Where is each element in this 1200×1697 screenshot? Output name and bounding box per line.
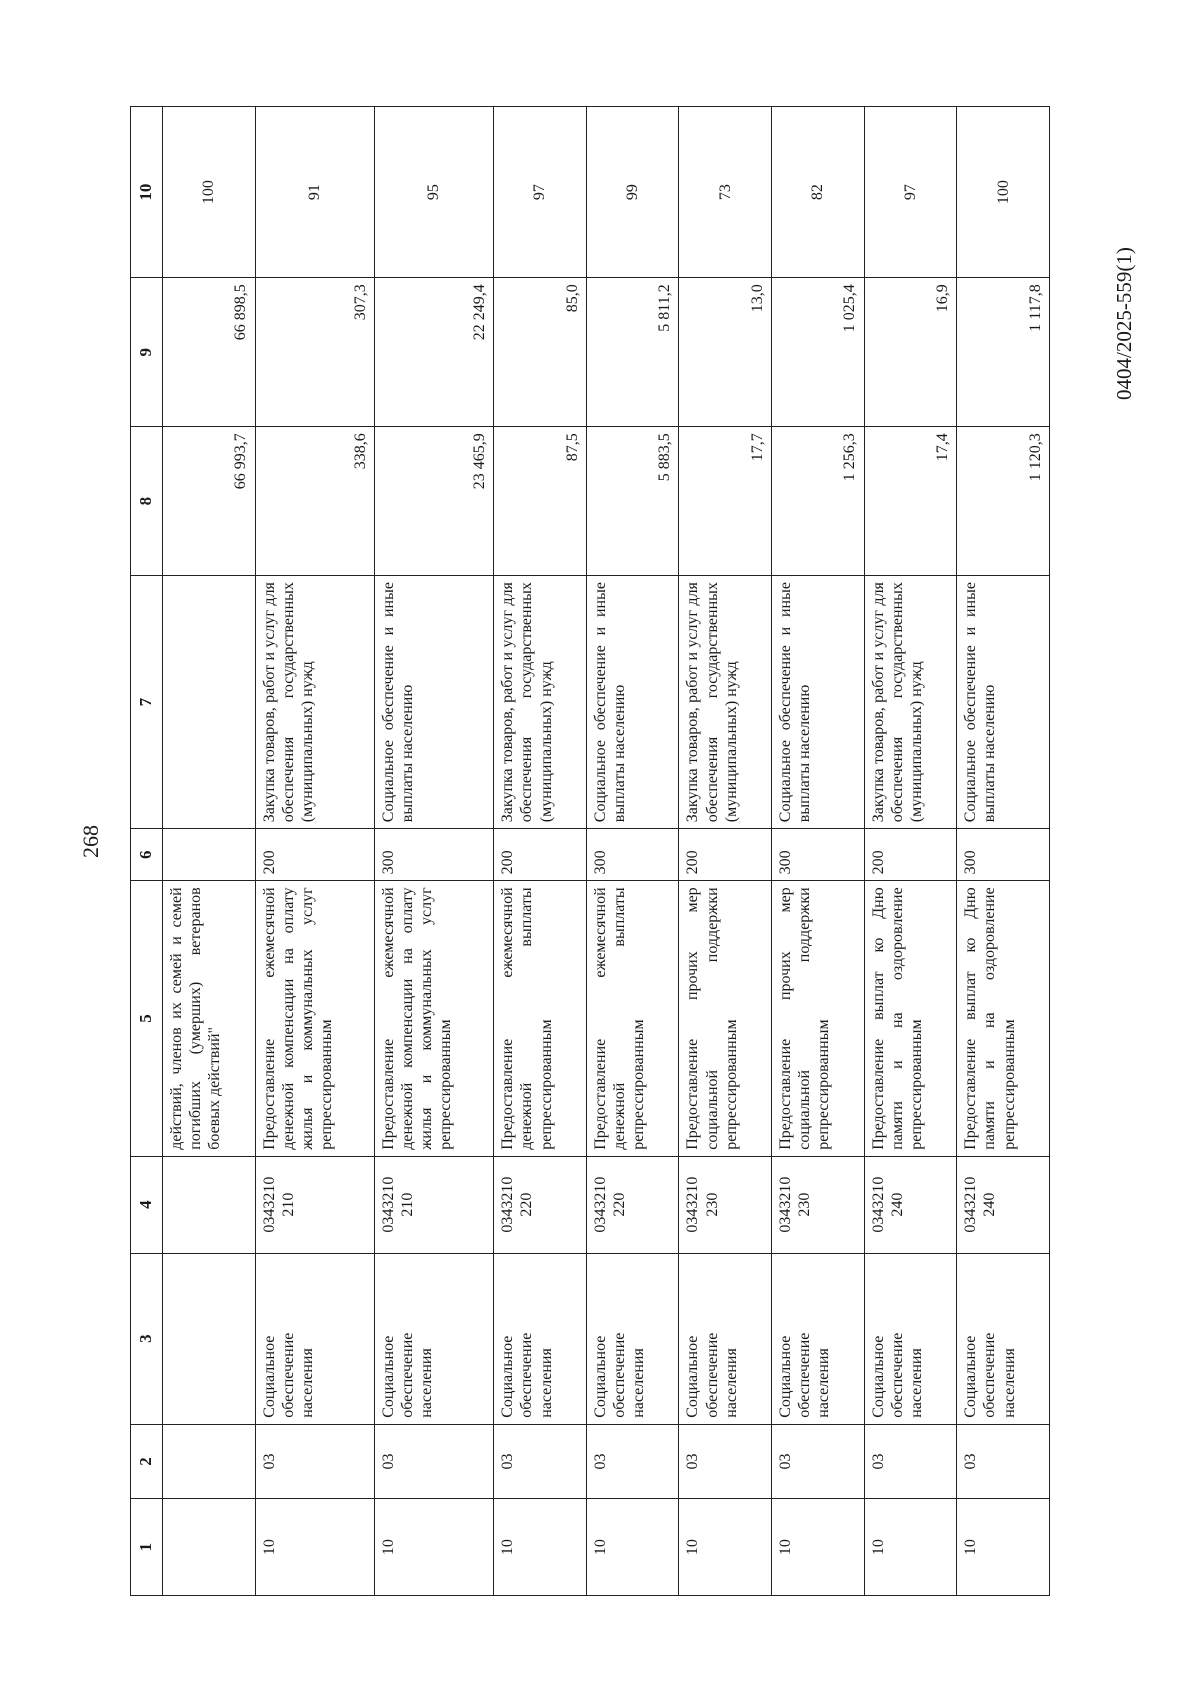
- cell-expense-name: Закупка товаров, работ и услуг для обеспечения государственных (муниципальных) нужд: [255, 576, 374, 829]
- table-row: [163, 107, 256, 1596]
- document-code: 0404/2025-559(1): [1112, 247, 1136, 400]
- cell-percent: 73: [679, 107, 772, 278]
- table-row: [957, 107, 1050, 1596]
- cell-plan-amount: 23 465,9: [374, 427, 493, 576]
- cell-percent: 82: [772, 107, 865, 278]
- budget-table: [130, 106, 1050, 1596]
- cell-subsection: 03: [586, 1424, 679, 1498]
- cell-expense-type: 200: [255, 829, 374, 881]
- header-row: [131, 107, 163, 1596]
- cell-section: 10: [374, 1499, 493, 1596]
- cell-expense-name: Социальное обеспечение и иные выплаты населению: [772, 576, 865, 829]
- cell-target-code: 0343210 230: [772, 1156, 865, 1253]
- cell-expense-type: 200: [679, 829, 772, 881]
- cell-section: 10: [772, 1499, 865, 1596]
- cell-actual-amount: 5 811,2: [586, 278, 679, 427]
- cell-actual-amount: 66 898,5: [163, 278, 256, 427]
- cell-section: 10: [255, 1499, 374, 1596]
- cell-target-code: 0343210 240: [957, 1156, 1050, 1253]
- cell-description: Предоставление ежемесячной денежной компенсации на оплату жилья и коммунальных услуг репрессированным: [374, 881, 493, 1156]
- cell-description: Предоставление выплат ко Дню памяти и на оздоровление репрессированным: [864, 881, 957, 1156]
- column-header: 9: [131, 278, 163, 427]
- cell-subsection: 03: [494, 1424, 587, 1498]
- cell-section: [163, 1499, 256, 1596]
- table-row: [494, 107, 587, 1596]
- cell-subsection: [163, 1424, 256, 1498]
- cell-actual-amount: 307,3: [255, 278, 374, 427]
- page-number: 268: [78, 825, 103, 858]
- cell-expense-type: 200: [494, 829, 587, 881]
- cell-plan-amount: 5 883,5: [586, 427, 679, 576]
- cell-subsection: 03: [374, 1424, 493, 1498]
- cell-plan-amount: 17,7: [679, 427, 772, 576]
- cell-section-name: Социальное обеспечение населения: [255, 1253, 374, 1424]
- cell-section-name: Социальное обеспечение населения: [957, 1253, 1050, 1424]
- cell-percent: 97: [494, 107, 587, 278]
- cell-subsection: 03: [679, 1424, 772, 1498]
- cell-target-code: 0343210 210: [255, 1156, 374, 1253]
- cell-description: Предоставление прочих мер социальной поддержки репрессированным: [772, 881, 865, 1156]
- column-header: 4: [131, 1156, 163, 1253]
- table-row: [374, 107, 493, 1596]
- cell-plan-amount: 338,6: [255, 427, 374, 576]
- cell-description: Предоставление ежемесячной денежной выплаты репрессированным: [494, 881, 587, 1156]
- column-header: 3: [131, 1253, 163, 1424]
- cell-expense-type: 300: [772, 829, 865, 881]
- cell-percent: 99: [586, 107, 679, 278]
- cell-target-code: 0343210 230: [679, 1156, 772, 1253]
- table-row: [255, 107, 374, 1596]
- cell-subsection: 03: [772, 1424, 865, 1498]
- cell-section-name: Социальное обеспечение населения: [494, 1253, 587, 1424]
- cell-target-code: 0343210 220: [586, 1156, 679, 1253]
- cell-target-code: 0343210 220: [494, 1156, 587, 1253]
- cell-actual-amount: 13,0: [679, 278, 772, 427]
- cell-target-code: 0343210 210: [374, 1156, 493, 1253]
- cell-percent: 91: [255, 107, 374, 278]
- column-header: 7: [131, 576, 163, 829]
- table-row: [679, 107, 772, 1596]
- cell-actual-amount: 1 117,8: [957, 278, 1050, 427]
- cell-subsection: 03: [255, 1424, 374, 1498]
- cell-section: 10: [679, 1499, 772, 1596]
- cell-actual-amount: 22 249,4: [374, 278, 493, 427]
- cell-description: Предоставление ежемесячной денежной выплаты репрессированным: [586, 881, 679, 1156]
- cell-actual-amount: 16,9: [864, 278, 957, 427]
- cell-percent: 100: [957, 107, 1050, 278]
- cell-expense-type: 300: [586, 829, 679, 881]
- column-header: 10: [131, 107, 163, 278]
- cell-actual-amount: 1 025,4: [772, 278, 865, 427]
- budget-table-container: [130, 106, 1050, 1596]
- cell-section-name: Социальное обеспечение населения: [772, 1253, 865, 1424]
- cell-section-name: Социальное обеспечение населения: [679, 1253, 772, 1424]
- cell-section: 10: [864, 1499, 957, 1596]
- column-header: 6: [131, 829, 163, 881]
- cell-target-code: 0343210 240: [864, 1156, 957, 1253]
- cell-plan-amount: 17,4: [864, 427, 957, 576]
- cell-expense-name: Социальное обеспечение и иные выплаты населению: [374, 576, 493, 829]
- cell-section: 10: [957, 1499, 1050, 1596]
- column-header: 1: [131, 1499, 163, 1596]
- cell-percent: 100: [163, 107, 256, 278]
- cell-section-name: Социальное обеспечение населения: [586, 1253, 679, 1424]
- cell-subsection: 03: [957, 1424, 1050, 1498]
- cell-actual-amount: 85,0: [494, 278, 587, 427]
- cell-expense-type: 200: [864, 829, 957, 881]
- cell-expense-type: 300: [957, 829, 1050, 881]
- cell-percent: 95: [374, 107, 493, 278]
- column-header: 8: [131, 427, 163, 576]
- cell-expense-name: Закупка товаров, работ и услуг для обеспечения государственных (муниципальных) нужд: [679, 576, 772, 829]
- cell-plan-amount: 1 120,3: [957, 427, 1050, 576]
- cell-description: Предоставление прочих мер социальной поддержки репрессированным: [679, 881, 772, 1156]
- column-header: 2: [131, 1424, 163, 1498]
- table-row: [586, 107, 679, 1596]
- cell-description: Предоставление выплат ко Дню памяти и на оздоровление репрессированным: [957, 881, 1050, 1156]
- cell-percent: 97: [864, 107, 957, 278]
- cell-description: Предоставление ежемесячной денежной компенсации на оплату жилья и коммунальных услуг репрессированным: [255, 881, 374, 1156]
- cell-section: 10: [586, 1499, 679, 1596]
- cell-description: действий, членов их семей и семей погибших (умерших) ветеранов боевых действий": [163, 881, 256, 1156]
- cell-expense-type: 300: [374, 829, 493, 881]
- table-row: [772, 107, 865, 1596]
- cell-expense-name: Закупка товаров, работ и услуг для обеспечения государственных (муниципальных) нужд: [494, 576, 587, 829]
- cell-plan-amount: 87,5: [494, 427, 587, 576]
- cell-expense-name: Социальное обеспечение и иные выплаты населению: [586, 576, 679, 829]
- cell-section-name: Социальное обеспечение населения: [374, 1253, 493, 1424]
- cell-expense-name: Закупка товаров, работ и услуг для обеспечения государственных (муниципальных) нужд: [864, 576, 957, 829]
- cell-plan-amount: 66 993,7: [163, 427, 256, 576]
- cell-section-name: [163, 1253, 256, 1424]
- column-header: 5: [131, 881, 163, 1156]
- cell-section-name: Социальное обеспечение населения: [864, 1253, 957, 1424]
- table-row: [864, 107, 957, 1596]
- cell-expense-name: [163, 576, 256, 829]
- cell-subsection: 03: [864, 1424, 957, 1498]
- cell-target-code: [163, 1156, 256, 1253]
- cell-expense-type: [163, 829, 256, 881]
- cell-plan-amount: 1 256,3: [772, 427, 865, 576]
- cell-section: 10: [494, 1499, 587, 1596]
- cell-expense-name: Социальное обеспечение и иные выплаты населению: [957, 576, 1050, 829]
